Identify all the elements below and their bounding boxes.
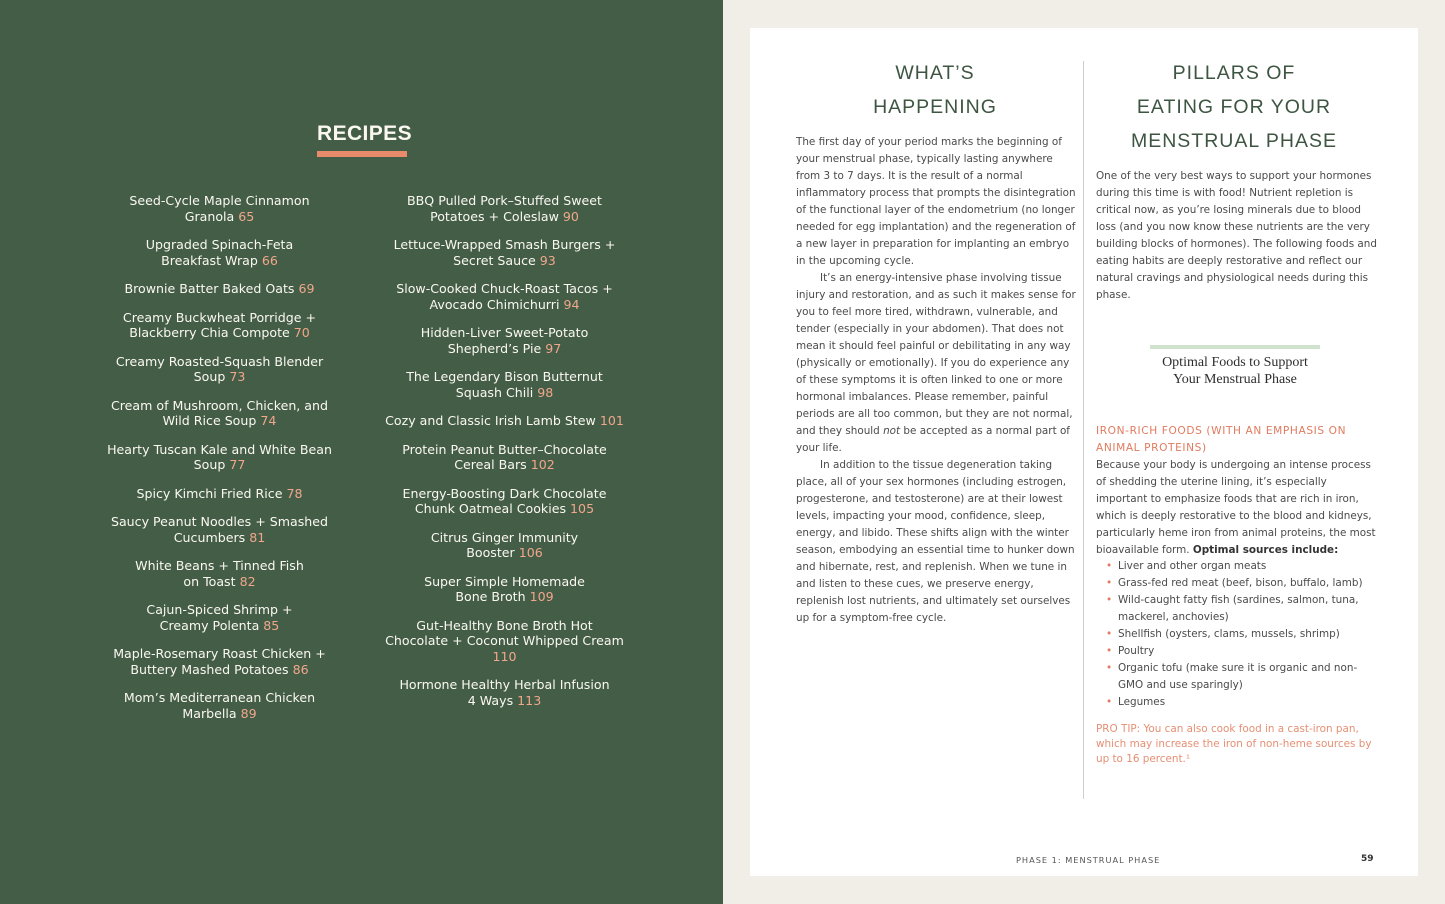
- recipe-name-line: [372, 341, 637, 357]
- recipe-entry: [372, 193, 637, 224]
- right-page: [750, 28, 1418, 876]
- source-text: Organic tofu (make sure it is organic and non-GMO and use sparingly): [1118, 662, 1358, 691]
- page-number: 59: [1361, 854, 1374, 864]
- iron-text: Because your body is undergoing an intense process of shedding the uterine lining, it’s especially important to emphasize foods that are rich in iron, which is deeply restorative to the blood and kidneys, particularly heme iron from animal proteins, the most bioavailable form.: [1096, 459, 1376, 556]
- bullet-icon: •: [1106, 645, 1113, 657]
- recipe-entry: [92, 237, 347, 268]
- recipe-name-text: Breakfast Wrap: [161, 252, 258, 268]
- recipe-entry: [92, 193, 347, 224]
- subheading-line: Optimal Foods to Support: [1162, 355, 1308, 370]
- recipe-name-line: [92, 530, 347, 546]
- recipe-name-line: [372, 501, 637, 517]
- bullet-icon: •: [1106, 628, 1113, 640]
- source-item: [1096, 558, 1381, 575]
- recipe-name-text: Brownie Batter Baked Oats: [124, 281, 295, 296]
- recipe-entry: [372, 413, 637, 429]
- recipe-name-text: Spicy Kimchi Fried Rice: [136, 485, 283, 501]
- recipe-name-text: Secret Sauce: [453, 252, 536, 268]
- whats-happening-heading: [835, 56, 1035, 124]
- recipe-name-line: [92, 662, 347, 678]
- recipe-name-line: [92, 618, 347, 634]
- pro-tip: PRO TIP: You can also cook food in a cast-iron pan, which may increase the iron of non-heme sources by up to 16 percent.¹: [1096, 723, 1372, 765]
- paragraph-text: It’s an energy-intensive phase involving tissue injury and restoration, and as such it makes sense for you to feel more tired, withdrawn, vulnerable, and tender (especially in your abdomen). That does not mean it should feel painful or debilitating in any way (physically or emotionally). If you do experience any of these symptoms it is often linked to one or more hormonal imbalances. Please remember, painful periods are all too common, but they are not normal, and they should: [796, 272, 1076, 437]
- bullet-icon: •: [1106, 696, 1113, 708]
- recipe-entry: [92, 558, 347, 589]
- recipe-page-number: 65: [238, 208, 255, 224]
- recipe-name-line: [372, 209, 637, 225]
- recipe-name-text: Potatoes + Coleslaw: [430, 208, 559, 224]
- recipe-name-text: Chocolate + Coconut Whipped Cream: [385, 633, 624, 648]
- source-text: Legumes: [1118, 696, 1166, 708]
- recipe-name-line: Creamy Buckwheat Porridge +: [122, 309, 317, 325]
- iron-rich-foods-title: IRON-RICH FOODS (WITH AN EMPHASIS ON ANIMAL PROTEINS): [1096, 425, 1347, 454]
- recipe-page-number: 97: [545, 340, 562, 356]
- recipe-name-line: Protein Peanut Butter–Chocolate: [402, 441, 607, 457]
- recipe-page-number: 105: [570, 501, 595, 516]
- recipe-entry: [92, 690, 347, 721]
- recipe-name-text: Cucumbers: [173, 529, 246, 545]
- recipe-name-line: Creamy Roasted-Squash Blender: [115, 353, 324, 369]
- bullet-icon: •: [1106, 594, 1113, 606]
- recipe-name-line: [372, 633, 637, 649]
- bullet-icon: •: [1106, 560, 1113, 572]
- recipe-name-text: Buttery Mashed Potatoes: [130, 661, 289, 677]
- recipe-entry: [372, 369, 637, 400]
- recipe-column-2: [372, 193, 637, 721]
- emphasis-text: not: [883, 425, 901, 437]
- source-text: Liver and other organ meats: [1118, 560, 1267, 572]
- recipe-entry: [372, 530, 637, 561]
- recipe-name-text: Cozy and Classic Irish Lamb Stew: [385, 413, 596, 428]
- recipe-name-line: [372, 589, 637, 605]
- recipe-name-text: Granola: [184, 208, 235, 224]
- recipe-name-text: on Toast: [183, 573, 236, 589]
- recipe-page-number: 93: [539, 252, 556, 268]
- recipe-name-line: Lettuce-Wrapped Smash Burgers +: [393, 237, 616, 252]
- recipe-page-number: 73: [229, 369, 246, 384]
- optimal-foods-subheading: [1125, 354, 1345, 388]
- recipe-page-number: 85: [263, 617, 280, 633]
- recipe-entry: [92, 398, 347, 429]
- recipe-name-line: [372, 297, 637, 313]
- subheading-line: Your Menstrual Phase: [1173, 372, 1297, 387]
- recipe-entry: [92, 354, 347, 385]
- recipe-name-line: BBQ Pulled Pork–Stuffed Sweet: [407, 193, 602, 208]
- source-item: [1096, 660, 1381, 694]
- recipe-name-line: [92, 325, 347, 341]
- recipe-name-text: Creamy Polenta: [159, 617, 260, 633]
- recipe-page-number: 86: [292, 661, 309, 677]
- recipes-title: RECIPES: [317, 122, 412, 145]
- recipe-name-line: [92, 281, 347, 297]
- recipe-column-1: [92, 193, 347, 734]
- source-text: Wild-caught fatty fish (sardines, salmon, tuna, mackerel, anchovies): [1118, 594, 1359, 623]
- recipes-underline: [317, 151, 407, 157]
- body-paragraph: The first day of your period marks the beginning of your menstrual phase, typically lasting anywhere from 3 to 7 days. It is the result of a normal inflammatory process that prompts the disintegration of the functional layer of the endometrium (no longer needed for egg implantation) and the regeneration of a new layer in preparation for implanting an embryo in the upcoming cycle.: [796, 136, 1076, 267]
- recipe-entry: [372, 618, 637, 665]
- source-text: Grass-fed red meat (beef, bison, buffalo, lamb): [1118, 577, 1363, 589]
- recipe-entry: [92, 602, 347, 633]
- recipe-name-text: Booster: [466, 545, 515, 560]
- recipe-name-line: [92, 706, 347, 722]
- source-item: [1096, 575, 1381, 592]
- recipe-page-number: 102: [530, 457, 555, 472]
- recipe-entry: [372, 486, 637, 517]
- recipe-name-text: Wild Rice Soup: [162, 413, 257, 428]
- heading-line: MENSTRUAL PHASE: [1130, 130, 1338, 152]
- recipe-entry: [372, 574, 637, 605]
- recipe-entry: [92, 514, 347, 545]
- recipe-name-line: [92, 457, 347, 473]
- recipe-name-text: Soup: [193, 457, 226, 472]
- recipe-name-line: Energy-Boosting Dark Chocolate: [402, 485, 607, 501]
- recipe-name-line: [372, 413, 637, 429]
- source-item: [1096, 694, 1381, 711]
- recipe-name-line: [372, 693, 637, 709]
- recipe-name-line: [92, 209, 347, 225]
- recipe-name-text: Bone Broth: [455, 589, 526, 604]
- recipe-page-number: 81: [249, 529, 266, 545]
- recipe-entry: [92, 310, 347, 341]
- recipe-entry: [92, 442, 347, 473]
- recipe-name-text: Shepherd’s Pie: [447, 340, 542, 356]
- recipe-name-line: White Beans + Tinned Fish: [135, 558, 304, 573]
- subheading-bar: [1150, 345, 1320, 349]
- recipe-page-line: [372, 649, 637, 665]
- recipe-name-line: [372, 457, 637, 473]
- recipe-name-line: Cream of Mushroom, Chicken, and: [110, 397, 329, 413]
- recipe-name-line: Maple-Rosemary Roast Chicken +: [113, 646, 326, 661]
- body-paragraph: [796, 270, 1076, 457]
- recipe-name-line: Slow-Cooked Chuck-Roast Tacos +: [396, 281, 613, 296]
- recipe-name-line: [372, 253, 637, 269]
- paragraph-text: be accepted as a normal part of your life.: [796, 425, 1070, 454]
- recipe-name-line: Cajun-Spiced Shrimp +: [146, 602, 293, 617]
- pillars-intro: One of the very best ways to support your hormones during this time is with food! Nutrient repletion is critical now, as you’re losing minerals due to blood loss (and you now know these nutrients are the very building blocks of hormones). The following foods and eating habits are deeply restorative and reflect our natural cravings and physiological needs during this phase.: [1096, 170, 1377, 301]
- body-paragraph: In addition to the tissue degeneration taking place, all of your sex hormones (including estrogen, progesterone, and testosterone) are at their lowest levels, impacting your mood, confidence, sleep, energy, and libido. These shifts align with the winter season, embodying an essential time to hunker down and hibernate, rest, and replenish. When we tune in and listen to these cues, we preserve energy, replenish lost nutrients, and ultimately set ourselves up for a symptom-free cycle.: [796, 459, 1075, 624]
- recipe-name-line: Mom’s Mediterranean Chicken: [123, 690, 316, 705]
- source-text: Poultry: [1118, 645, 1155, 657]
- recipe-page-number: 113: [517, 692, 542, 708]
- recipe-entry: [92, 486, 347, 502]
- iron-rich-foods-body: [1096, 457, 1381, 559]
- recipe-entry: [372, 442, 637, 473]
- footer-running-head: PHASE 1: MENSTRUAL PHASE: [1016, 855, 1161, 865]
- recipe-page-number: 77: [229, 457, 246, 472]
- recipe-name-line: [372, 385, 637, 401]
- recipe-page-number: 98: [537, 384, 554, 400]
- column-divider: [1083, 61, 1084, 799]
- recipe-name-line: Saucy Peanut Noodles + Smashed: [110, 514, 329, 529]
- recipe-entry: [92, 646, 347, 677]
- recipe-entry: [92, 281, 347, 297]
- recipe-page-number: 90: [562, 208, 579, 224]
- recipe-name-line: Super Simple Homemade: [424, 573, 585, 589]
- heading-line: HAPPENING: [873, 96, 997, 118]
- recipe-page-number: 110: [492, 648, 517, 664]
- recipe-name-line: [372, 545, 637, 561]
- recipe-name-text: Chunk Oatmeal Cookies: [414, 501, 567, 516]
- bullet-icon: •: [1106, 577, 1113, 589]
- recipe-page-number: 101: [599, 413, 624, 428]
- recipe-page-number: 89: [240, 705, 257, 721]
- recipe-name-line: [92, 486, 347, 502]
- recipe-name-line: [92, 413, 347, 429]
- recipe-name-line: Hidden-Liver Sweet-Potato: [420, 325, 589, 340]
- recipe-name-text: Soup: [193, 369, 226, 384]
- heading-line: EATING FOR YOUR: [1136, 96, 1332, 118]
- recipe-page-number: 78: [286, 485, 303, 501]
- optimal-sources-label: Optimal sources include:: [1192, 544, 1339, 556]
- recipe-page-number: 74: [260, 413, 277, 428]
- recipe-page-number: 69: [298, 281, 315, 296]
- recipe-name-line: [92, 369, 347, 385]
- recipe-name-text: Squash Chili: [455, 384, 534, 400]
- recipe-name-line: Citrus Ginger Immunity: [430, 529, 579, 545]
- recipe-page-number: 70: [293, 325, 310, 340]
- recipe-page-number: 66: [261, 252, 278, 268]
- recipe-name-line: Hearty Tuscan Kale and White Bean: [107, 441, 332, 457]
- source-item: [1096, 626, 1381, 643]
- bullet-icon: •: [1106, 662, 1113, 674]
- heading-line: WHAT’S: [895, 62, 975, 84]
- source-text: Shellfish (oysters, clams, mussels, shrimp): [1118, 628, 1340, 640]
- pillars-heading: [1120, 56, 1348, 158]
- recipe-name-line: [92, 253, 347, 269]
- recipe-name-line: Upgraded Spinach-Feta: [145, 237, 294, 252]
- recipe-page-number: 109: [529, 589, 554, 604]
- recipe-name-line: Gut-Healthy Bone Broth Hot: [416, 617, 593, 633]
- recipe-name-line: Seed-Cycle Maple Cinnamon: [129, 193, 310, 208]
- recipe-entry: [372, 237, 637, 268]
- recipe-name-line: Hormone Healthy Herbal Infusion: [399, 677, 610, 692]
- recipe-name-line: The Legendary Bison Butternut: [406, 369, 603, 384]
- recipe-name-line: [92, 574, 347, 590]
- recipe-entry: [372, 677, 637, 708]
- recipe-name-text: Avocado Chimichurri: [429, 296, 560, 312]
- recipe-name-text: Blackberry Chia Compote: [129, 325, 290, 340]
- source-item: [1096, 592, 1381, 626]
- source-item: [1096, 643, 1381, 660]
- whats-happening-body: [796, 134, 1076, 627]
- recipe-page-number: 106: [518, 545, 543, 560]
- recipe-page-number: 82: [239, 573, 256, 589]
- recipe-name-text: Cereal Bars: [454, 457, 527, 472]
- recipe-name-text: Marbella: [182, 705, 237, 721]
- optimal-sources-list: [1096, 558, 1381, 711]
- recipe-entry: [372, 325, 637, 356]
- heading-line: PILLARS OF: [1172, 62, 1296, 84]
- recipe-name-text: 4 Ways: [467, 692, 514, 708]
- recipe-entry: [372, 281, 637, 312]
- recipe-page-number: 94: [563, 296, 580, 312]
